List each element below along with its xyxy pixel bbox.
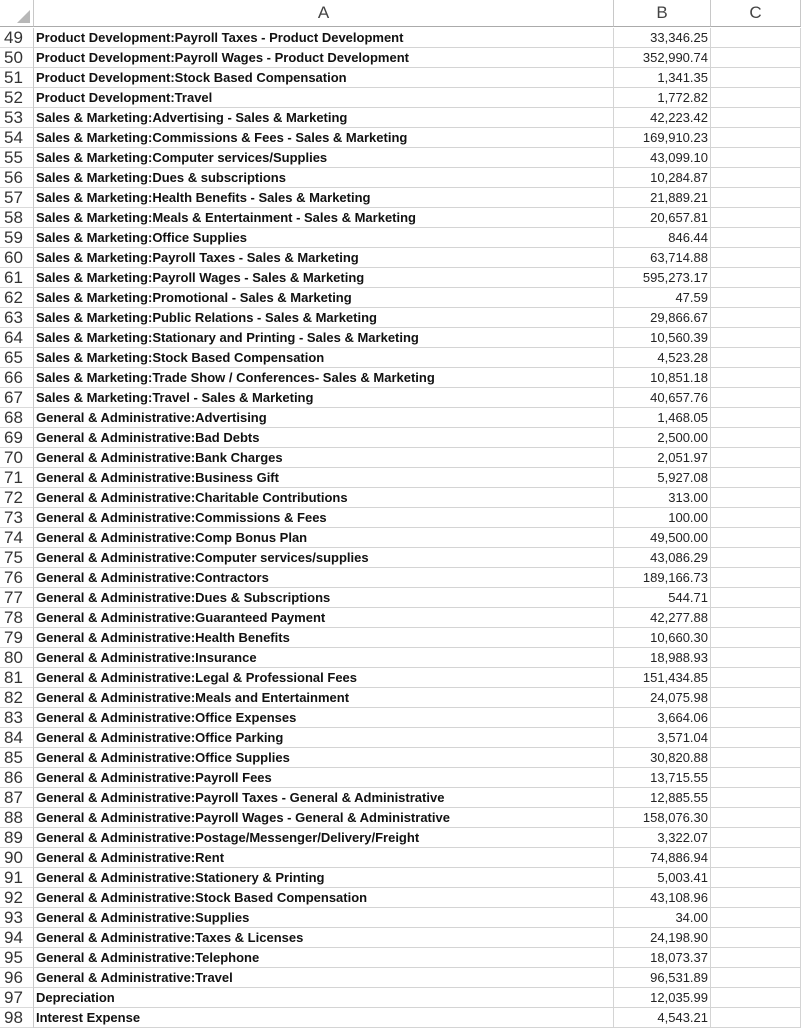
cell-empty[interactable]: [711, 448, 801, 468]
cell-account-name[interactable]: Sales & Marketing:Payroll Wages - Sales & Marketing: [34, 268, 614, 288]
cell-empty[interactable]: [711, 208, 801, 228]
table-row: [0, 328, 801, 348]
cell-amount[interactable]: 313.00: [614, 488, 711, 508]
cell-amount[interactable]: 63,714.88: [614, 248, 711, 268]
table-row: [0, 288, 801, 308]
cell-account-name[interactable]: General & Administrative:Supplies: [34, 908, 614, 928]
cell-empty[interactable]: [711, 668, 801, 688]
cell-empty[interactable]: [711, 388, 801, 408]
cell-amount[interactable]: 18,073.37: [614, 948, 711, 968]
cell-account-name[interactable]: Product Development:Stock Based Compensation: [34, 68, 614, 88]
cell-empty[interactable]: [711, 908, 801, 928]
table-row: [0, 968, 801, 988]
cell-account-name[interactable]: General & Administrative:Postage/Messenger/Delivery/Freight: [34, 828, 614, 848]
table-row: [0, 168, 801, 188]
cell-empty[interactable]: [711, 548, 801, 568]
cell-account-name[interactable]: General & Administrative:Payroll Wages - General & Administrative: [34, 808, 614, 828]
cell-empty[interactable]: [711, 368, 801, 388]
cell-account-name[interactable]: General & Administrative:Guaranteed Payment: [34, 608, 614, 628]
cell-amount[interactable]: 49,500.00: [614, 528, 711, 548]
column-header-c[interactable]: C: [711, 0, 801, 27]
cell-account-name[interactable]: General & Administrative:Telephone: [34, 948, 614, 968]
table-row: [0, 568, 801, 588]
row-number[interactable]: 88: [0, 808, 34, 828]
cell-account-name[interactable]: General & Administrative:Taxes & Licenses: [34, 928, 614, 948]
table-row: [0, 948, 801, 968]
row-number[interactable]: 83: [0, 708, 34, 728]
cell-empty[interactable]: [711, 768, 801, 788]
row-number[interactable]: 98: [0, 1008, 34, 1028]
cell-empty[interactable]: [711, 928, 801, 948]
cell-account-name[interactable]: General & Administrative:Business Gift: [34, 468, 614, 488]
table-row: [0, 688, 801, 708]
cell-amount[interactable]: 10,851.18: [614, 368, 711, 388]
row-number[interactable]: 62: [0, 288, 34, 308]
cell-empty[interactable]: [711, 308, 801, 328]
cell-account-name[interactable]: General & Administrative:Bank Charges: [34, 448, 614, 468]
table-row: [0, 228, 801, 248]
cell-amount[interactable]: 30,820.88: [614, 748, 711, 768]
row-number[interactable]: 74: [0, 528, 34, 548]
cell-amount[interactable]: 74,886.94: [614, 848, 711, 868]
cell-empty[interactable]: [711, 828, 801, 848]
cell-account-name[interactable]: General & Administrative:Stationery & Printing: [34, 868, 614, 888]
table-row: [0, 548, 801, 568]
table-row: [0, 848, 801, 868]
cell-account-name[interactable]: General & Administrative:Rent: [34, 848, 614, 868]
cell-empty[interactable]: [711, 108, 801, 128]
row-number[interactable]: 82: [0, 688, 34, 708]
cell-empty[interactable]: [711, 28, 801, 48]
cell-account-name[interactable]: Sales & Marketing:Advertising - Sales & Marketing: [34, 108, 614, 128]
cell-amount[interactable]: 169,910.23: [614, 128, 711, 148]
cell-account-name[interactable]: General & Administrative:Stock Based Compensation: [34, 888, 614, 908]
cell-amount[interactable]: 10,284.87: [614, 168, 711, 188]
cell-account-name[interactable]: Sales & Marketing:Stationary and Printing - Sales & Marketing: [34, 328, 614, 348]
table-row: [0, 368, 801, 388]
cell-empty[interactable]: [711, 408, 801, 428]
cell-amount[interactable]: 24,198.90: [614, 928, 711, 948]
cell-account-name[interactable]: General & Administrative:Office Supplies: [34, 748, 614, 768]
cell-empty[interactable]: [711, 708, 801, 728]
row-number[interactable]: 92: [0, 888, 34, 908]
cell-amount[interactable]: 29,866.67: [614, 308, 711, 328]
cell-amount[interactable]: 2,500.00: [614, 428, 711, 448]
cell-amount[interactable]: 3,322.07: [614, 828, 711, 848]
cell-account-name[interactable]: Sales & Marketing:Promotional - Sales & Marketing: [34, 288, 614, 308]
cell-empty[interactable]: [711, 488, 801, 508]
row-number[interactable]: 93: [0, 908, 34, 928]
row-number[interactable]: 65: [0, 348, 34, 368]
table-row: [0, 388, 801, 408]
table-row: [0, 28, 801, 48]
cell-empty[interactable]: [711, 608, 801, 628]
row-number[interactable]: 90: [0, 848, 34, 868]
row-number[interactable]: 61: [0, 268, 34, 288]
table-row: [0, 148, 801, 168]
table-row: [0, 108, 801, 128]
cell-empty[interactable]: [711, 48, 801, 68]
table-row: [0, 708, 801, 728]
cell-account-name[interactable]: Product Development:Payroll Wages - Product Development: [34, 48, 614, 68]
cell-empty[interactable]: [711, 528, 801, 548]
row-number[interactable]: 64: [0, 328, 34, 348]
cell-account-name[interactable]: General & Administrative:Office Parking: [34, 728, 614, 748]
cell-amount[interactable]: 4,543.21: [614, 1008, 711, 1028]
cell-amount[interactable]: 33,346.25: [614, 28, 711, 48]
cell-empty[interactable]: [711, 848, 801, 868]
row-number[interactable]: 85: [0, 748, 34, 768]
cell-amount[interactable]: 42,223.42: [614, 108, 711, 128]
cell-account-name[interactable]: General & Administrative:Comp Bonus Plan: [34, 528, 614, 548]
table-row: [0, 48, 801, 68]
cell-account-name[interactable]: General & Administrative:Health Benefits: [34, 628, 614, 648]
cell-amount[interactable]: 96,531.89: [614, 968, 711, 988]
cell-empty[interactable]: [711, 1008, 801, 1028]
row-number[interactable]: 57: [0, 188, 34, 208]
column-header-a[interactable]: A: [34, 0, 614, 27]
row-number[interactable]: 95: [0, 948, 34, 968]
cell-account-name[interactable]: Sales & Marketing:Office Supplies: [34, 228, 614, 248]
table-row: [0, 408, 801, 428]
table-row: [0, 88, 801, 108]
cell-amount[interactable]: 43,099.10: [614, 148, 711, 168]
cell-amount[interactable]: 10,560.39: [614, 328, 711, 348]
table-row: [0, 668, 801, 688]
table-row: [0, 248, 801, 268]
cell-amount[interactable]: 21,889.21: [614, 188, 711, 208]
cell-amount[interactable]: 4,523.28: [614, 348, 711, 368]
cell-account-name[interactable]: General & Administrative:Bad Debts: [34, 428, 614, 448]
cell-empty[interactable]: [711, 288, 801, 308]
cell-account-name[interactable]: Sales & Marketing:Stock Based Compensation: [34, 348, 614, 368]
cell-empty[interactable]: [711, 348, 801, 368]
column-header-b[interactable]: B: [614, 0, 711, 27]
row-number[interactable]: 76: [0, 568, 34, 588]
cell-amount[interactable]: 1,468.05: [614, 408, 711, 428]
row-number[interactable]: 69: [0, 428, 34, 448]
row-number[interactable]: 84: [0, 728, 34, 748]
cell-amount[interactable]: 12,885.55: [614, 788, 711, 808]
row-number[interactable]: 63: [0, 308, 34, 328]
cell-empty[interactable]: [711, 508, 801, 528]
table-row: [0, 828, 801, 848]
cell-account-name[interactable]: General & Administrative:Meals and Entertainment: [34, 688, 614, 708]
row-number[interactable]: 52: [0, 88, 34, 108]
cell-amount[interactable]: 12,035.99: [614, 988, 711, 1008]
table-row: [0, 788, 801, 808]
cell-amount[interactable]: 1,772.82: [614, 88, 711, 108]
cell-amount[interactable]: 3,664.06: [614, 708, 711, 728]
cell-account-name[interactable]: Depreciation: [34, 988, 614, 1008]
cell-amount[interactable]: 5,003.41: [614, 868, 711, 888]
cell-empty[interactable]: [711, 88, 801, 108]
cell-amount[interactable]: 100.00: [614, 508, 711, 528]
cell-empty[interactable]: [711, 228, 801, 248]
cell-amount[interactable]: 5,927.08: [614, 468, 711, 488]
cell-amount[interactable]: 40,657.76: [614, 388, 711, 408]
cell-amount[interactable]: 544.71: [614, 588, 711, 608]
cell-account-name[interactable]: Product Development:Payroll Taxes - Product Development: [34, 28, 614, 48]
table-row: [0, 268, 801, 288]
cell-empty[interactable]: [711, 188, 801, 208]
cell-amount[interactable]: 846.44: [614, 228, 711, 248]
cell-empty[interactable]: [711, 128, 801, 148]
cell-amount[interactable]: 158,076.30: [614, 808, 711, 828]
row-number[interactable]: 55: [0, 148, 34, 168]
table-row: [0, 488, 801, 508]
row-number[interactable]: 97: [0, 988, 34, 1008]
table-row: [0, 68, 801, 88]
table-row: [0, 188, 801, 208]
cell-empty[interactable]: [711, 868, 801, 888]
cell-account-name[interactable]: Interest Expense: [34, 1008, 614, 1028]
cell-account-name[interactable]: General & Administrative:Dues & Subscriptions: [34, 588, 614, 608]
table-row: [0, 728, 801, 748]
row-number[interactable]: 89: [0, 828, 34, 848]
row-number[interactable]: 78: [0, 608, 34, 628]
row-number[interactable]: 79: [0, 628, 34, 648]
cell-empty[interactable]: [711, 988, 801, 1008]
cell-amount[interactable]: 10,660.30: [614, 628, 711, 648]
cell-empty[interactable]: [711, 888, 801, 908]
row-number[interactable]: 75: [0, 548, 34, 568]
table-row: [0, 348, 801, 368]
table-row: [0, 768, 801, 788]
cell-empty[interactable]: [711, 568, 801, 588]
table-row: [0, 628, 801, 648]
cell-empty[interactable]: [711, 168, 801, 188]
table-row: [0, 608, 801, 628]
cell-empty[interactable]: [711, 68, 801, 88]
row-number[interactable]: 87: [0, 788, 34, 808]
cell-amount[interactable]: 595,273.17: [614, 268, 711, 288]
cell-account-name[interactable]: General & Administrative:Office Expenses: [34, 708, 614, 728]
cell-account-name[interactable]: General & Administrative:Travel: [34, 968, 614, 988]
cell-account-name[interactable]: General & Administrative:Advertising: [34, 408, 614, 428]
cell-empty[interactable]: [711, 808, 801, 828]
row-number[interactable]: 59: [0, 228, 34, 248]
cell-account-name[interactable]: Product Development:Travel: [34, 88, 614, 108]
cell-account-name[interactable]: Sales & Marketing:Commissions & Fees - Sales & Marketing: [34, 128, 614, 148]
cell-account-name[interactable]: Sales & Marketing:Trade Show / Conferences- Sales & Marketing: [34, 368, 614, 388]
table-row: [0, 748, 801, 768]
cell-account-name[interactable]: General & Administrative:Legal & Professional Fees: [34, 668, 614, 688]
row-number[interactable]: 91: [0, 868, 34, 888]
cell-amount[interactable]: 18,988.93: [614, 648, 711, 668]
table-row: [0, 508, 801, 528]
cell-empty[interactable]: [711, 248, 801, 268]
row-number[interactable]: 51: [0, 68, 34, 88]
cell-empty[interactable]: [711, 268, 801, 288]
cell-account-name[interactable]: Sales & Marketing:Payroll Taxes - Sales & Marketing: [34, 248, 614, 268]
row-number[interactable]: 81: [0, 668, 34, 688]
cell-empty[interactable]: [711, 968, 801, 988]
cell-empty[interactable]: [711, 628, 801, 648]
cell-empty[interactable]: [711, 688, 801, 708]
table-row: [0, 528, 801, 548]
table-row: [0, 808, 801, 828]
row-number[interactable]: 71: [0, 468, 34, 488]
cell-amount[interactable]: 352,990.74: [614, 48, 711, 68]
cell-empty[interactable]: [711, 328, 801, 348]
cell-amount[interactable]: 1,341.35: [614, 68, 711, 88]
table-row: [0, 428, 801, 448]
row-number[interactable]: 73: [0, 508, 34, 528]
cell-account-name[interactable]: General & Administrative:Charitable Contributions: [34, 488, 614, 508]
row-container: [0, 28, 801, 1028]
cell-amount[interactable]: 42,277.88: [614, 608, 711, 628]
select-all-corner[interactable]: [0, 0, 34, 27]
table-row: [0, 908, 801, 928]
cell-empty[interactable]: [711, 588, 801, 608]
row-number[interactable]: 67: [0, 388, 34, 408]
row-number[interactable]: 96: [0, 968, 34, 988]
row-number[interactable]: 66: [0, 368, 34, 388]
cell-amount[interactable]: 47.59: [614, 288, 711, 308]
table-row: [0, 208, 801, 228]
table-row: [0, 868, 801, 888]
cell-account-name[interactable]: General & Administrative:Payroll Taxes - General & Administrative: [34, 788, 614, 808]
cell-empty[interactable]: [711, 428, 801, 448]
cell-account-name[interactable]: General & Administrative:Payroll Fees: [34, 768, 614, 788]
row-number[interactable]: 53: [0, 108, 34, 128]
cell-empty[interactable]: [711, 948, 801, 968]
row-number[interactable]: 50: [0, 48, 34, 68]
cell-empty[interactable]: [711, 468, 801, 488]
table-row: [0, 468, 801, 488]
row-number[interactable]: 70: [0, 448, 34, 468]
cell-amount[interactable]: 3,571.04: [614, 728, 711, 748]
cell-amount[interactable]: 13,715.55: [614, 768, 711, 788]
cell-account-name[interactable]: Sales & Marketing:Meals & Entertainment - Sales & Marketing: [34, 208, 614, 228]
cell-amount[interactable]: 20,657.81: [614, 208, 711, 228]
row-number[interactable]: 86: [0, 768, 34, 788]
cell-amount[interactable]: 43,086.29: [614, 548, 711, 568]
row-number[interactable]: 77: [0, 588, 34, 608]
row-number[interactable]: 72: [0, 488, 34, 508]
table-row: [0, 928, 801, 948]
cell-empty[interactable]: [711, 148, 801, 168]
table-row: [0, 648, 801, 668]
cell-empty[interactable]: [711, 788, 801, 808]
cell-account-name[interactable]: Sales & Marketing:Health Benefits - Sales & Marketing: [34, 188, 614, 208]
cell-account-name[interactable]: Sales & Marketing:Travel - Sales & Marketing: [34, 388, 614, 408]
table-row: [0, 588, 801, 608]
cell-account-name[interactable]: General & Administrative:Contractors: [34, 568, 614, 588]
row-number[interactable]: 68: [0, 408, 34, 428]
cell-amount[interactable]: 2,051.97: [614, 448, 711, 468]
cell-account-name[interactable]: General & Administrative:Computer services/supplies: [34, 548, 614, 568]
row-number[interactable]: 49: [0, 28, 34, 48]
row-number[interactable]: 94: [0, 928, 34, 948]
table-row: [0, 888, 801, 908]
row-number[interactable]: 58: [0, 208, 34, 228]
column-header-row: [0, 0, 801, 28]
cell-amount[interactable]: 24,075.98: [614, 688, 711, 708]
cell-account-name[interactable]: General & Administrative:Commissions & Fees: [34, 508, 614, 528]
cell-amount[interactable]: 151,434.85: [614, 668, 711, 688]
table-row: [0, 988, 801, 1008]
cell-amount[interactable]: 189,166.73: [614, 568, 711, 588]
table-row: [0, 1008, 801, 1028]
row-number[interactable]: 60: [0, 248, 34, 268]
cell-empty[interactable]: [711, 748, 801, 768]
table-row: [0, 128, 801, 148]
table-row: [0, 308, 801, 328]
table-row: [0, 448, 801, 468]
cell-amount[interactable]: 43,108.96: [614, 888, 711, 908]
row-number[interactable]: 56: [0, 168, 34, 188]
cell-account-name[interactable]: General & Administrative:Insurance: [34, 648, 614, 668]
cell-account-name[interactable]: Sales & Marketing:Computer services/Supplies: [34, 148, 614, 168]
row-number[interactable]: 80: [0, 648, 34, 668]
cell-empty[interactable]: [711, 648, 801, 668]
cell-empty[interactable]: [711, 728, 801, 748]
cell-account-name[interactable]: Sales & Marketing:Public Relations - Sales & Marketing: [34, 308, 614, 328]
row-number[interactable]: 54: [0, 128, 34, 148]
cell-amount[interactable]: 34.00: [614, 908, 711, 928]
cell-account-name[interactable]: Sales & Marketing:Dues & subscriptions: [34, 168, 614, 188]
